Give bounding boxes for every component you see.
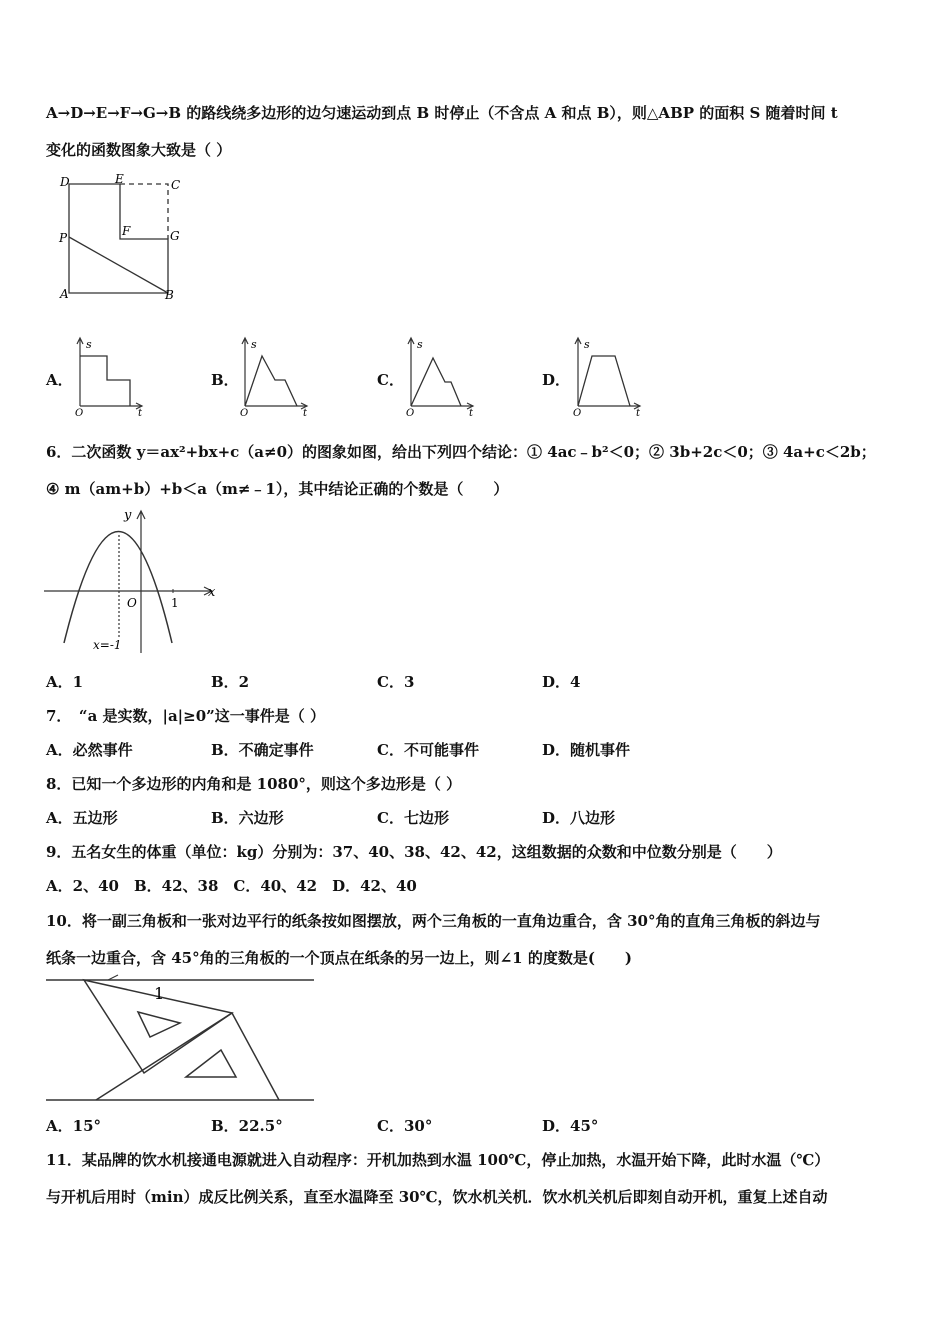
q6-stem-line1: 6．二次函数 y＝ax²+bx+c（a≠0）的图象如图，给出下列四个结论：① 4ac﹣b²＜0；② 3b+2c＜0；③ 4a+c＜2b； — [46, 443, 876, 461]
q7-option-a[interactable]: A．必然事件 — [46, 741, 133, 759]
q6-option-a[interactable]: A．1 — [46, 673, 84, 691]
svg-text:t: t — [138, 408, 143, 419]
svg-text:s: s — [584, 338, 590, 351]
svg-text:s: s — [417, 338, 423, 351]
q11-stem-line1: 11．某品牌的饮水机接通电源就进入自动程序：开机加热到水温 100℃，停止加热，水温开始下降，此时水温（℃） — [46, 1151, 830, 1169]
q10-triangle-figure — [46, 975, 321, 1105]
q10-option-d[interactable]: D．45° — [542, 1117, 599, 1135]
q5-graph-b — [237, 336, 317, 418]
q6-option-b[interactable]: B．2 — [211, 673, 250, 691]
label-A: A — [60, 287, 69, 301]
label-B: B — [165, 288, 174, 302]
q6-parabola-graph — [44, 505, 224, 655]
svg-text:1: 1 — [154, 984, 165, 1003]
q10-option-b[interactable]: B．22.5° — [211, 1117, 283, 1135]
q10-stem-line1: 10．将一副三角板和一张对边平行的纸条按如图摆放，两个三角板的一直角边重合，含 30°角的直角三角板的斜边与 — [46, 912, 821, 930]
svg-text:x: x — [208, 585, 216, 600]
svg-text:1: 1 — [171, 596, 179, 610]
svg-text:O: O — [240, 408, 249, 419]
svg-text:O: O — [75, 408, 84, 419]
svg-text:s: s — [86, 338, 92, 351]
label-E: E — [115, 172, 124, 186]
q6-option-c[interactable]: C．3 — [377, 673, 415, 691]
svg-text:s: s — [251, 338, 257, 351]
q5-polygon-figure — [55, 172, 195, 302]
q8-option-c[interactable]: C．七边形 — [377, 809, 449, 827]
q10-stem-line2: 纸条一边重合，含 45°角的三角板的一个顶点在纸条的另一边上，则∠1 的度数是( ) — [46, 949, 633, 967]
label-G: G — [170, 229, 180, 243]
q7-option-b[interactable]: B．不确定事件 — [211, 741, 314, 759]
q11-stem-line2: 与开机后用时（min）成反比例关系，直至水温降至 30℃，饮水机关机．饮水机关机后即刻自动开机，重复上述自动 — [46, 1188, 828, 1206]
q5-stem-line2: 变化的函数图象大致是（ ） — [46, 141, 232, 159]
q5-option-b[interactable]: B． — [211, 371, 239, 389]
svg-text:O: O — [406, 408, 415, 419]
q6-stem-line2: ④ m（am+b）+b＜a（m≠﹣1），其中结论正确的个数是（ ） — [46, 480, 509, 498]
q7-option-c[interactable]: C．不可能事件 — [377, 741, 479, 759]
q6-option-d[interactable]: D．4 — [542, 673, 581, 691]
q7-option-d[interactable]: D．随机事件 — [542, 741, 631, 759]
q5-option-d[interactable]: D． — [542, 371, 571, 389]
q8-option-b[interactable]: B．六边形 — [211, 809, 284, 827]
svg-text:y: y — [124, 508, 132, 523]
q8-option-a[interactable]: A．五边形 — [46, 809, 118, 827]
q5-stem-line1: A→D→E→F→G→B 的路线绕多边形的边匀速运动到点 B 时停止（不含点 A 和点 B），则△ABP 的面积 S 随着时间 t — [46, 104, 838, 122]
q5-graph-a — [72, 336, 152, 418]
q7-stem: 7． “a 是实数，|a|≥0”这一事件是（ ） — [46, 707, 325, 725]
q5-graph-d — [570, 336, 650, 418]
svg-text:O: O — [573, 408, 582, 419]
q10-option-c[interactable]: C．30° — [377, 1117, 433, 1135]
label-F: F — [122, 224, 131, 238]
q5-graph-c — [403, 336, 483, 418]
svg-text:t: t — [303, 408, 308, 419]
svg-text:x=-1: x=-1 — [93, 638, 122, 652]
q9-options[interactable]: A．2、40 B．42、38 C．40、42 D．42、40 — [46, 877, 417, 895]
label-D: D — [60, 175, 70, 189]
label-C: C — [171, 178, 181, 192]
label-P: P — [59, 231, 68, 245]
q10-option-a[interactable]: A．15° — [46, 1117, 102, 1135]
svg-text:t: t — [469, 408, 474, 419]
q8-stem: 8．已知一个多边形的内角和是 1080°，则这个多边形是（ ） — [46, 775, 462, 793]
q5-option-c[interactable]: C． — [377, 371, 404, 389]
svg-text:t: t — [636, 408, 641, 419]
q9-stem: 9．五名女生的体重（单位：kg）分别为：37、40、38、42、42，这组数据的众数和中位数分别是（ ） — [46, 843, 782, 861]
q5-option-a[interactable]: A． — [46, 371, 73, 389]
q8-option-d[interactable]: D．八边形 — [542, 809, 616, 827]
svg-text:O: O — [127, 596, 137, 610]
